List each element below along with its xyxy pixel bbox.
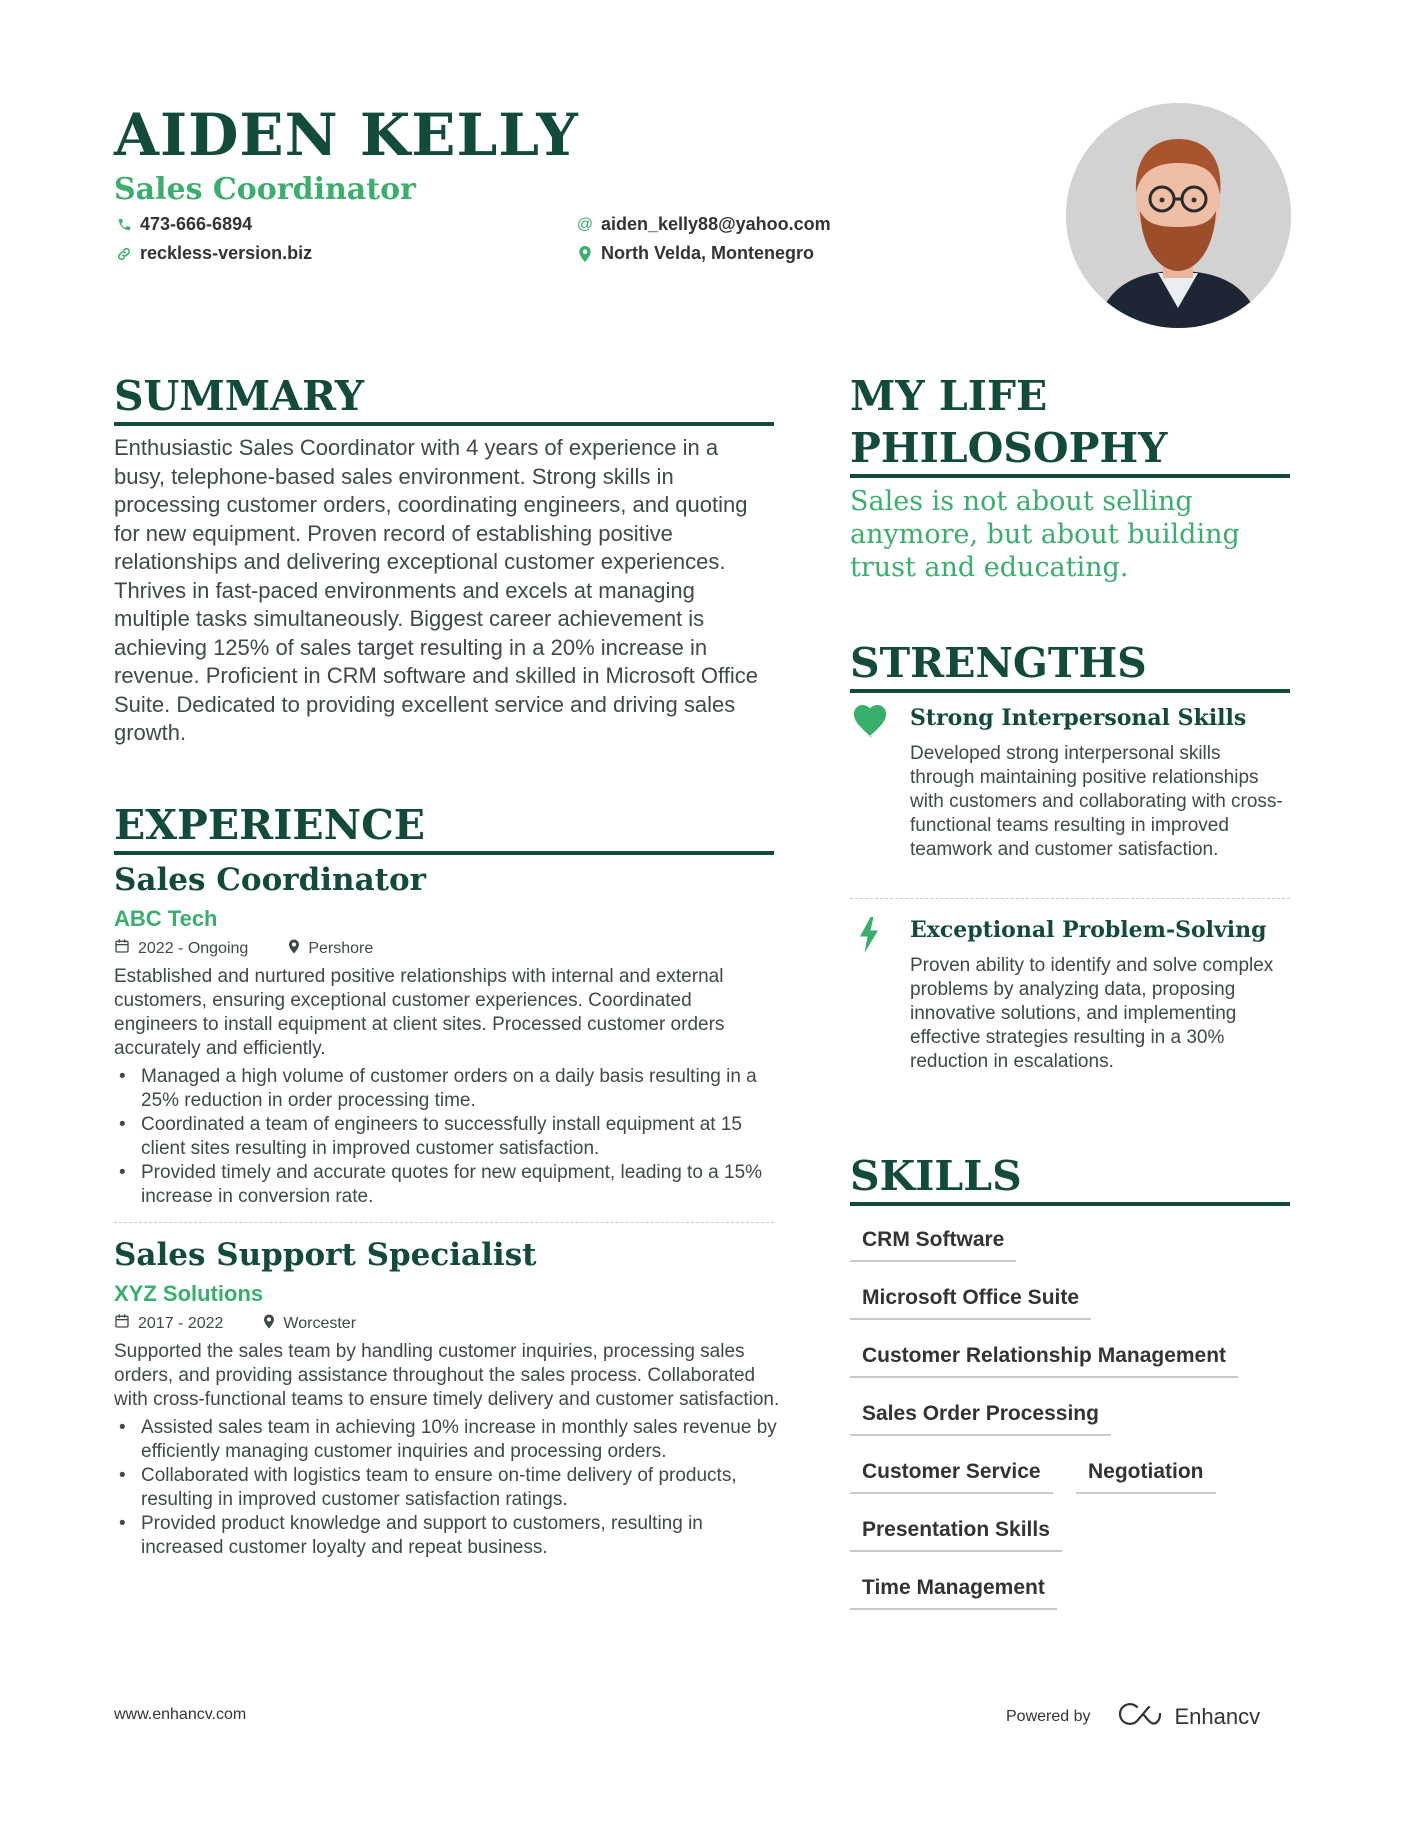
job-bullet: • Coordinated a team of engineers to successfully install equipment at 15 client sites resulting in improved customer satisfaction. [141,1113,780,1161]
skill-tag: Customer Service [850,1460,1053,1494]
contact-website[interactable] [116,243,312,264]
footer-website[interactable]: www.enhancv.com [114,1706,247,1723]
calendar-icon [114,1313,130,1334]
contact-email[interactable] [577,214,831,235]
job-dates: 2022 - Ongoing [138,939,249,957]
summary-heading: SUMMARY [114,370,774,426]
job-bullets [114,1065,780,1209]
job-bullet: • Collaborated with logistics team to ensure on-time delivery of products, resulting in improved customer satisfaction ratings. [141,1464,780,1512]
job-bullet: • Provided timely and accurate quotes for new equipment, leading to a 15% increase in conversion rate. [141,1161,780,1209]
job-bullet: • Managed a high volume of customer orders on a daily basis resulting in a 25% reduction in order processing time. [141,1065,780,1113]
divider [114,1222,774,1223]
phone-icon [116,217,132,233]
heart-icon [850,705,890,744]
strengths-heading: STRENGTHS [850,637,1290,693]
powered-by-text: Powered by [1006,1707,1091,1725]
enhancv-logo-icon [1117,1702,1163,1731]
strength-description: Developed strong interpersonal skills through maintaining positive relationships with customers and collaborating with cross-functional teams resulting in improved teamwork and customer satisfaction. [910,743,1283,860]
job-description: Established and nurtured positive relationships with internal and external customers, ensuring exceptional customer experiences. Coordinated engineers to install equipment at client sites. Processed customer orders accurately and efficiently. [114,966,725,1059]
skill-tag: Time Management [850,1576,1057,1610]
job-title: Sales Support Specialist [114,1237,537,1273]
contact-location [577,243,814,264]
job-bullet: • Provided product knowledge and support to customers, resulting in increased customer loyalty and repeat business. [141,1512,780,1560]
link-icon [116,246,132,262]
company-name: XYZ Solutions [114,1281,264,1306]
skill-tag: CRM Software [850,1228,1016,1262]
skills-heading: SKILLS [850,1150,1290,1206]
company-name: ABC Tech [114,906,218,931]
brand-name[interactable]: Enhancv [1174,1703,1261,1729]
skill-tag: Sales Order Processing [850,1402,1111,1436]
strength-item [850,917,1290,1097]
job-location: Pershore [308,939,374,957]
philosophy-heading: MY LIFE PHILOSOPHY [850,370,1290,478]
philosophy-quote: Sales is not about selling anymore, but about building trust and educating. [850,486,1240,583]
job-dates: 2017 - 2022 [138,1314,224,1332]
skill-tag: Presentation Skills [850,1518,1062,1552]
calendar-icon [114,938,130,959]
divider [850,898,1290,899]
email-text[interactable]: aiden_kelly88@yahoo.com [601,214,831,234]
contact-phone [116,214,252,235]
job-meta [114,938,780,959]
strength-title: Strong Interpersonal Skills [910,705,1247,731]
job-title: Sales Coordinator [114,862,426,898]
strength-title: Exceptional Problem-Solving [910,917,1267,943]
lightning-icon [858,917,880,958]
location-pin-icon [577,246,593,262]
experience-item [114,1235,780,1560]
website-text[interactable]: reckless-version.biz [140,243,313,263]
job-meta [114,1313,780,1334]
location-text: North Velda, Montenegro [601,243,815,263]
skill-tag: Negotiation [1076,1460,1216,1494]
experience-item [114,860,780,1209]
summary-text: Enthusiastic Sales Coordinator with 4 years of experience in a busy, telephone-based sales environment. Strong skills in processing customer orders, coordinating engineers, and quoting for new equipment. Proven record of establishing positive relationships and delivering exceptional customer experiences. Thrives in fast-paced environments and excels at managing multiple tasks simultaneously. Biggest career achievement is achieving 125% of sales target resulting in a 20% increase in revenue. Proficient in CRM software and skilled in Microsoft Office Suite. Dedicated to providing excellent service and driving sales growth. [114,435,758,745]
phone-text: 473-666-6894 [140,214,253,234]
skill-tag: Customer Relationship Management [850,1344,1238,1378]
experience-heading: EXPERIENCE [114,799,774,855]
job-bullet: • Assisted sales team in achieving 10% increase in monthly sales revenue by efficiently managing customer inquiries and processing orders. [141,1416,780,1464]
at-icon: @ [576,215,594,233]
job-description: Supported the sales team by handling customer inquiries, processing sales orders, and providing assistance throughout the sales process. Collaborated with cross-functional teams to ensure timely delivery and customer satisfaction. [114,1341,780,1410]
candidate-name: AIDEN KELLY [114,101,579,169]
job-bullets [114,1416,780,1560]
profile-photo [1066,103,1291,328]
strength-description: Proven ability to identify and solve complex problems by analyzing data, proposing innovative solutions, and implementing effective strategies resulting in a 30% reduction in escalations. [910,955,1274,1072]
candidate-title: Sales Coordinator [114,172,416,207]
strength-item [850,705,1290,885]
location-pin-icon [263,1314,275,1334]
skill-tag: Microsoft Office Suite [850,1286,1091,1320]
location-pin-icon [288,939,300,959]
footer-branding [1006,1702,1260,1731]
job-location: Worcester [283,1314,357,1332]
